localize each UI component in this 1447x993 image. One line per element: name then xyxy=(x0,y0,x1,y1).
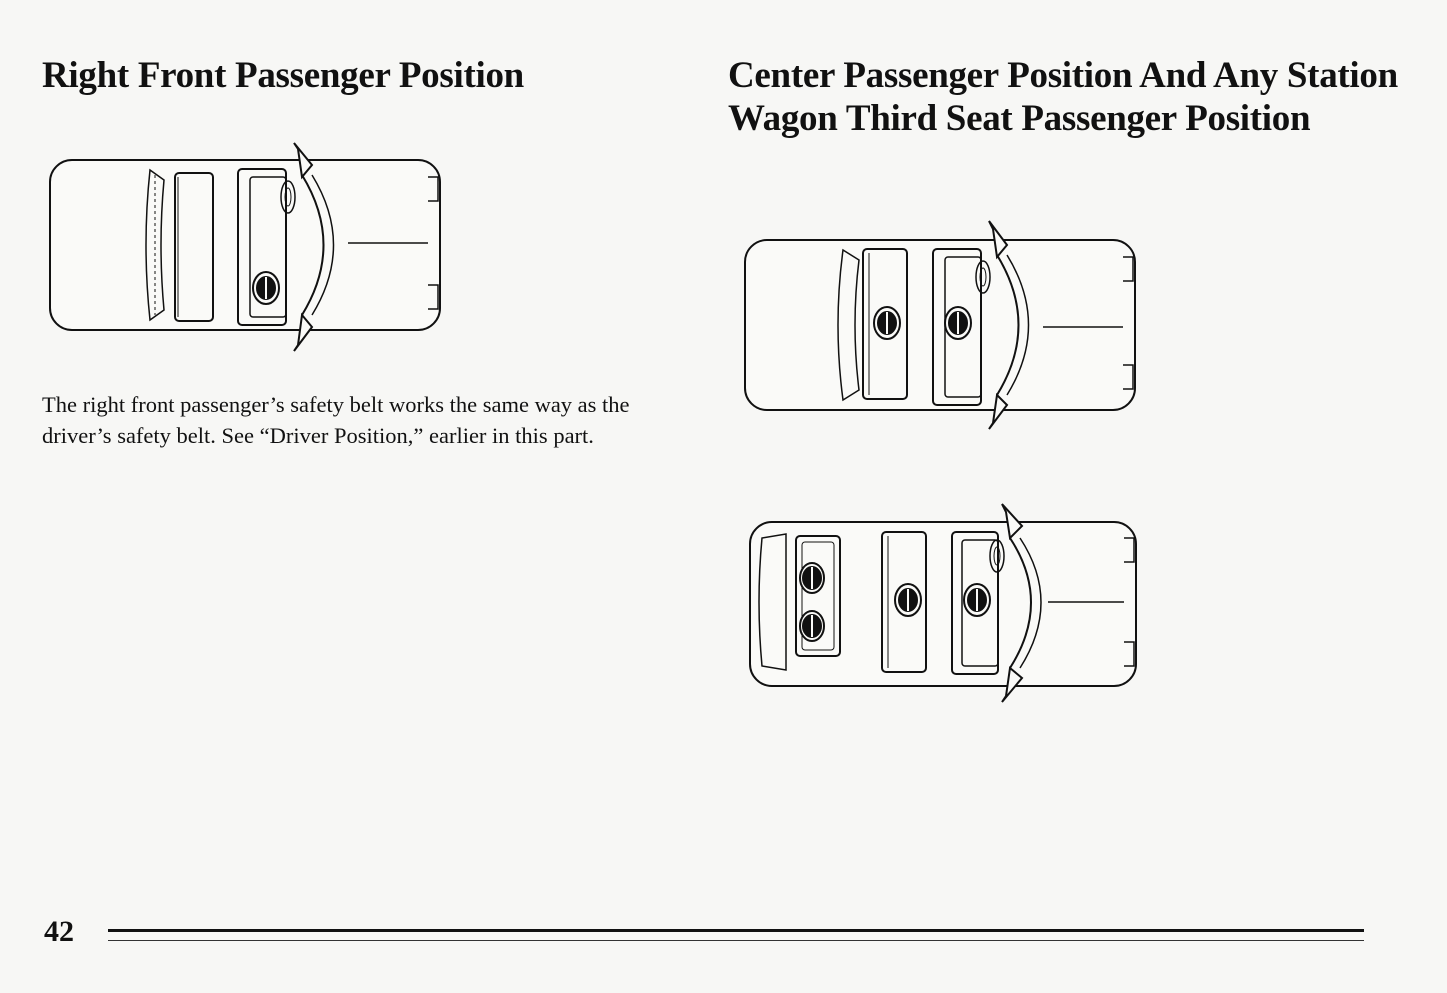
car-diagram-station-wagon xyxy=(740,498,1150,713)
section-heading-center-passenger: Center Passenger Position And Any Station Wagon Third Seat Passenger Position xyxy=(728,55,1398,139)
section-heading-right-front-passenger: Right Front Passenger Position xyxy=(42,55,524,96)
car-diagram-right-front-passenger xyxy=(40,135,450,360)
car-diagram-center-passenger xyxy=(735,215,1145,440)
safety-belt-paragraph: The right front passenger’s safety belt works the same way as the driver’s safety belt. See “Driver Position,” earlier in this part. xyxy=(42,392,630,448)
footer-rule xyxy=(108,929,1364,932)
footer-rule-thin xyxy=(108,940,1364,941)
page-number: 42 xyxy=(44,915,74,948)
